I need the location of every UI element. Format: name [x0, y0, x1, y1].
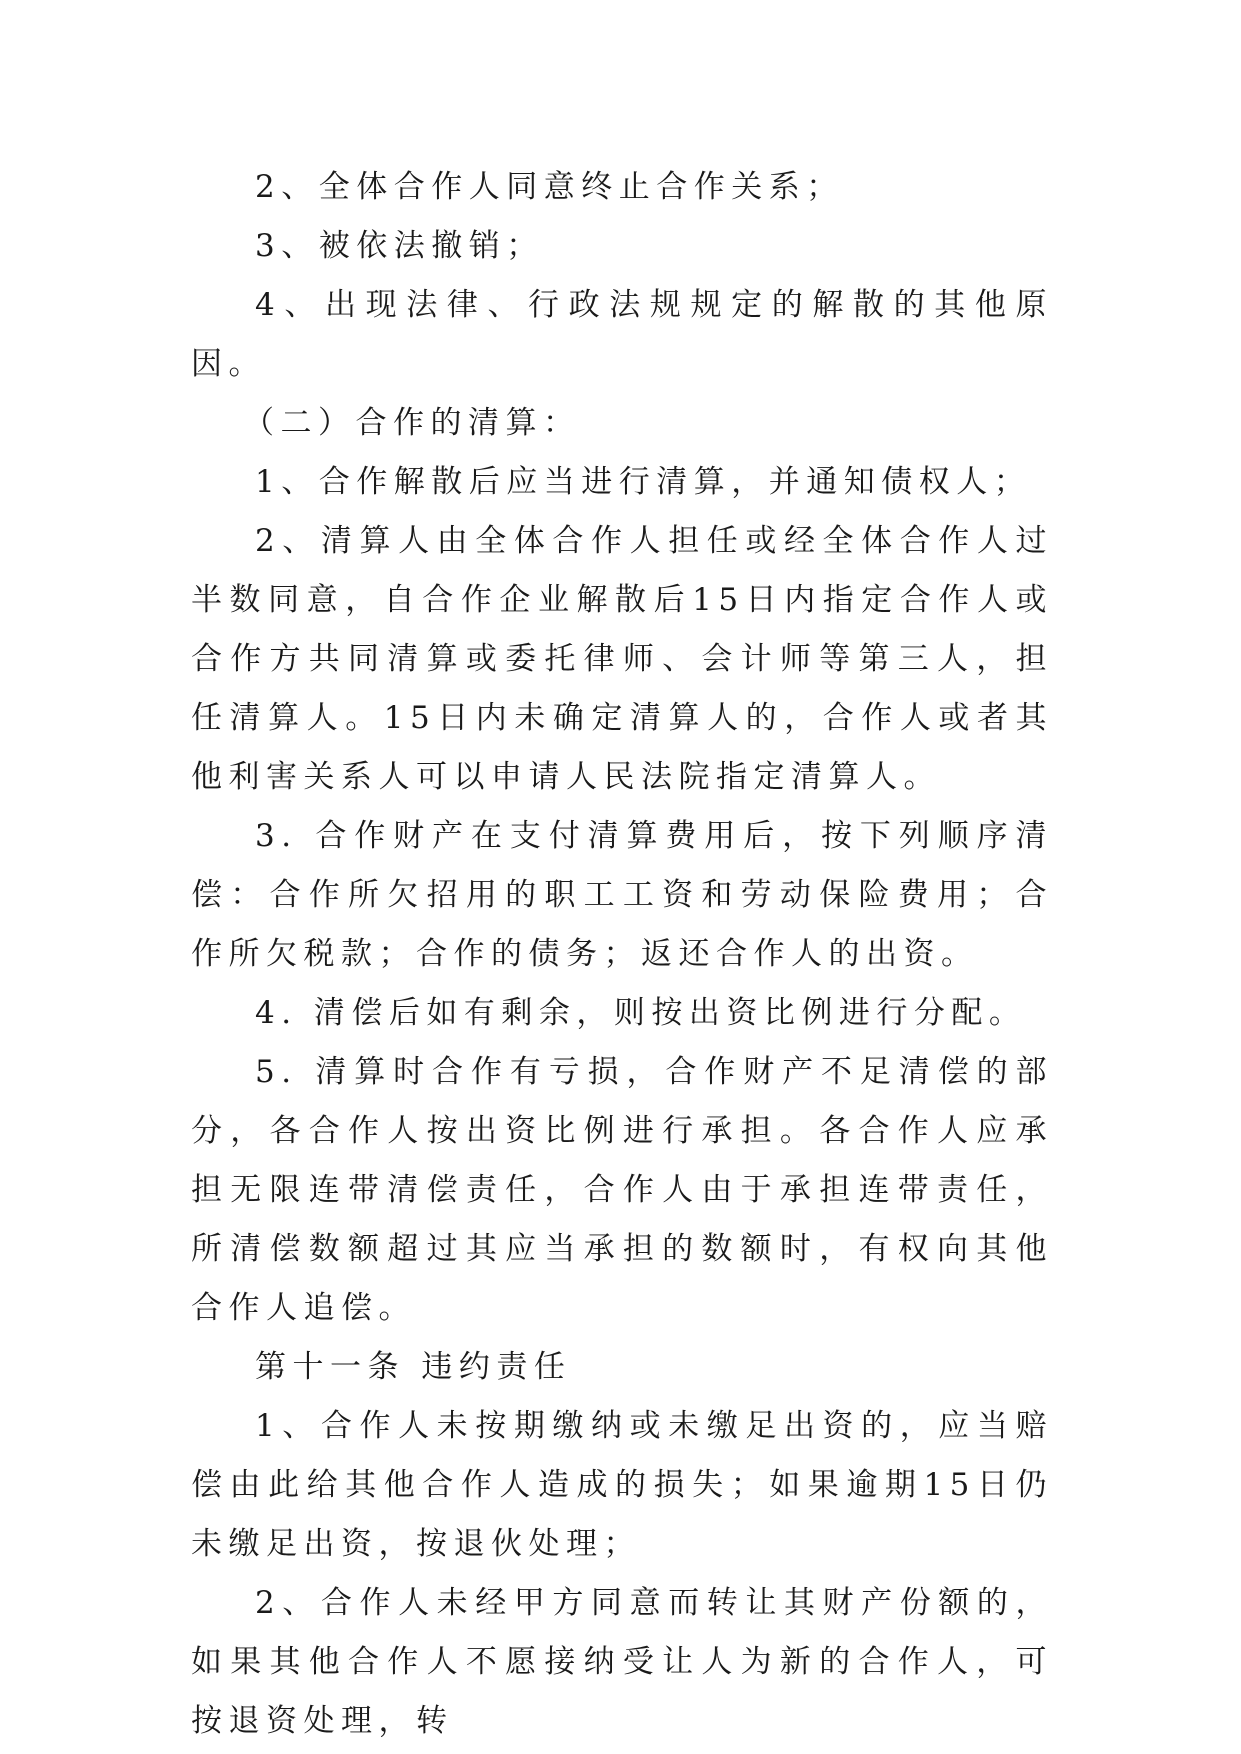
section-heading-liquidation: （二）合作的清算： — [243, 405, 581, 441]
paragraph-liquidation-item-5: 5. 清算时合作有亏损，合作财产不足清偿的部分，各合作人按出资比例进行承担。各合作人应承担无限连带清偿责任，合作人由于承担连带责任，所清偿数额超过其应当承担的数额时，有权向其他合作人追偿。 — [191, 1054, 1053, 1326]
body-text — [191, 158, 1053, 1751]
paragraph-liquidation-item-1: 1、合作解散后应当进行清算，并通知债权人； — [255, 464, 1032, 500]
article-heading-breach-liability: 第十一条 违约责任 — [255, 1349, 572, 1385]
paragraph-liquidation-item-2: 2、清算人由全体合作人担任或经全体合作人过半数同意，自合作企业解散后15日内指定合作人或合作方共同清算或委托律师、会计师等第三人，担任清算人。15日内未确定清算人的，合作人或者其他利害关系人可以申请人民法院指定清算人。 — [191, 523, 1053, 795]
paragraph-dissolution-item-4: 4、出现法律、行政法规规定的解散的其他原因。 — [191, 287, 1053, 382]
paragraph-breach-item-1: 1、合作人未按期缴纳或未缴足出资的，应当赔偿由此给其他合作人造成的损失；如果逾期15日仍未缴足出资，按退伙处理； — [191, 1408, 1053, 1562]
paragraph-liquidation-item-4: 4. 清偿后如有剩余，则按出资比例进行分配。 — [255, 995, 1027, 1031]
paragraph-breach-item-2: 2、合作人未经甲方同意而转让其财产份额的，如果其他合作人不愿接纳受让人为新的合作人，可按退资处理，转 — [191, 1585, 1053, 1739]
paragraph-dissolution-item-3: 3、被依法撤销； — [255, 228, 544, 264]
paragraph-dissolution-item-2: 2、全体合作人同意终止合作关系； — [255, 169, 844, 205]
paragraph-liquidation-item-3: 3. 合作财产在支付清算费用后，按下列顺序清偿：合作所欠招用的职工工资和劳动保险费用；合作所欠税款；合作的债务；返还合作人的出资。 — [191, 818, 1053, 972]
